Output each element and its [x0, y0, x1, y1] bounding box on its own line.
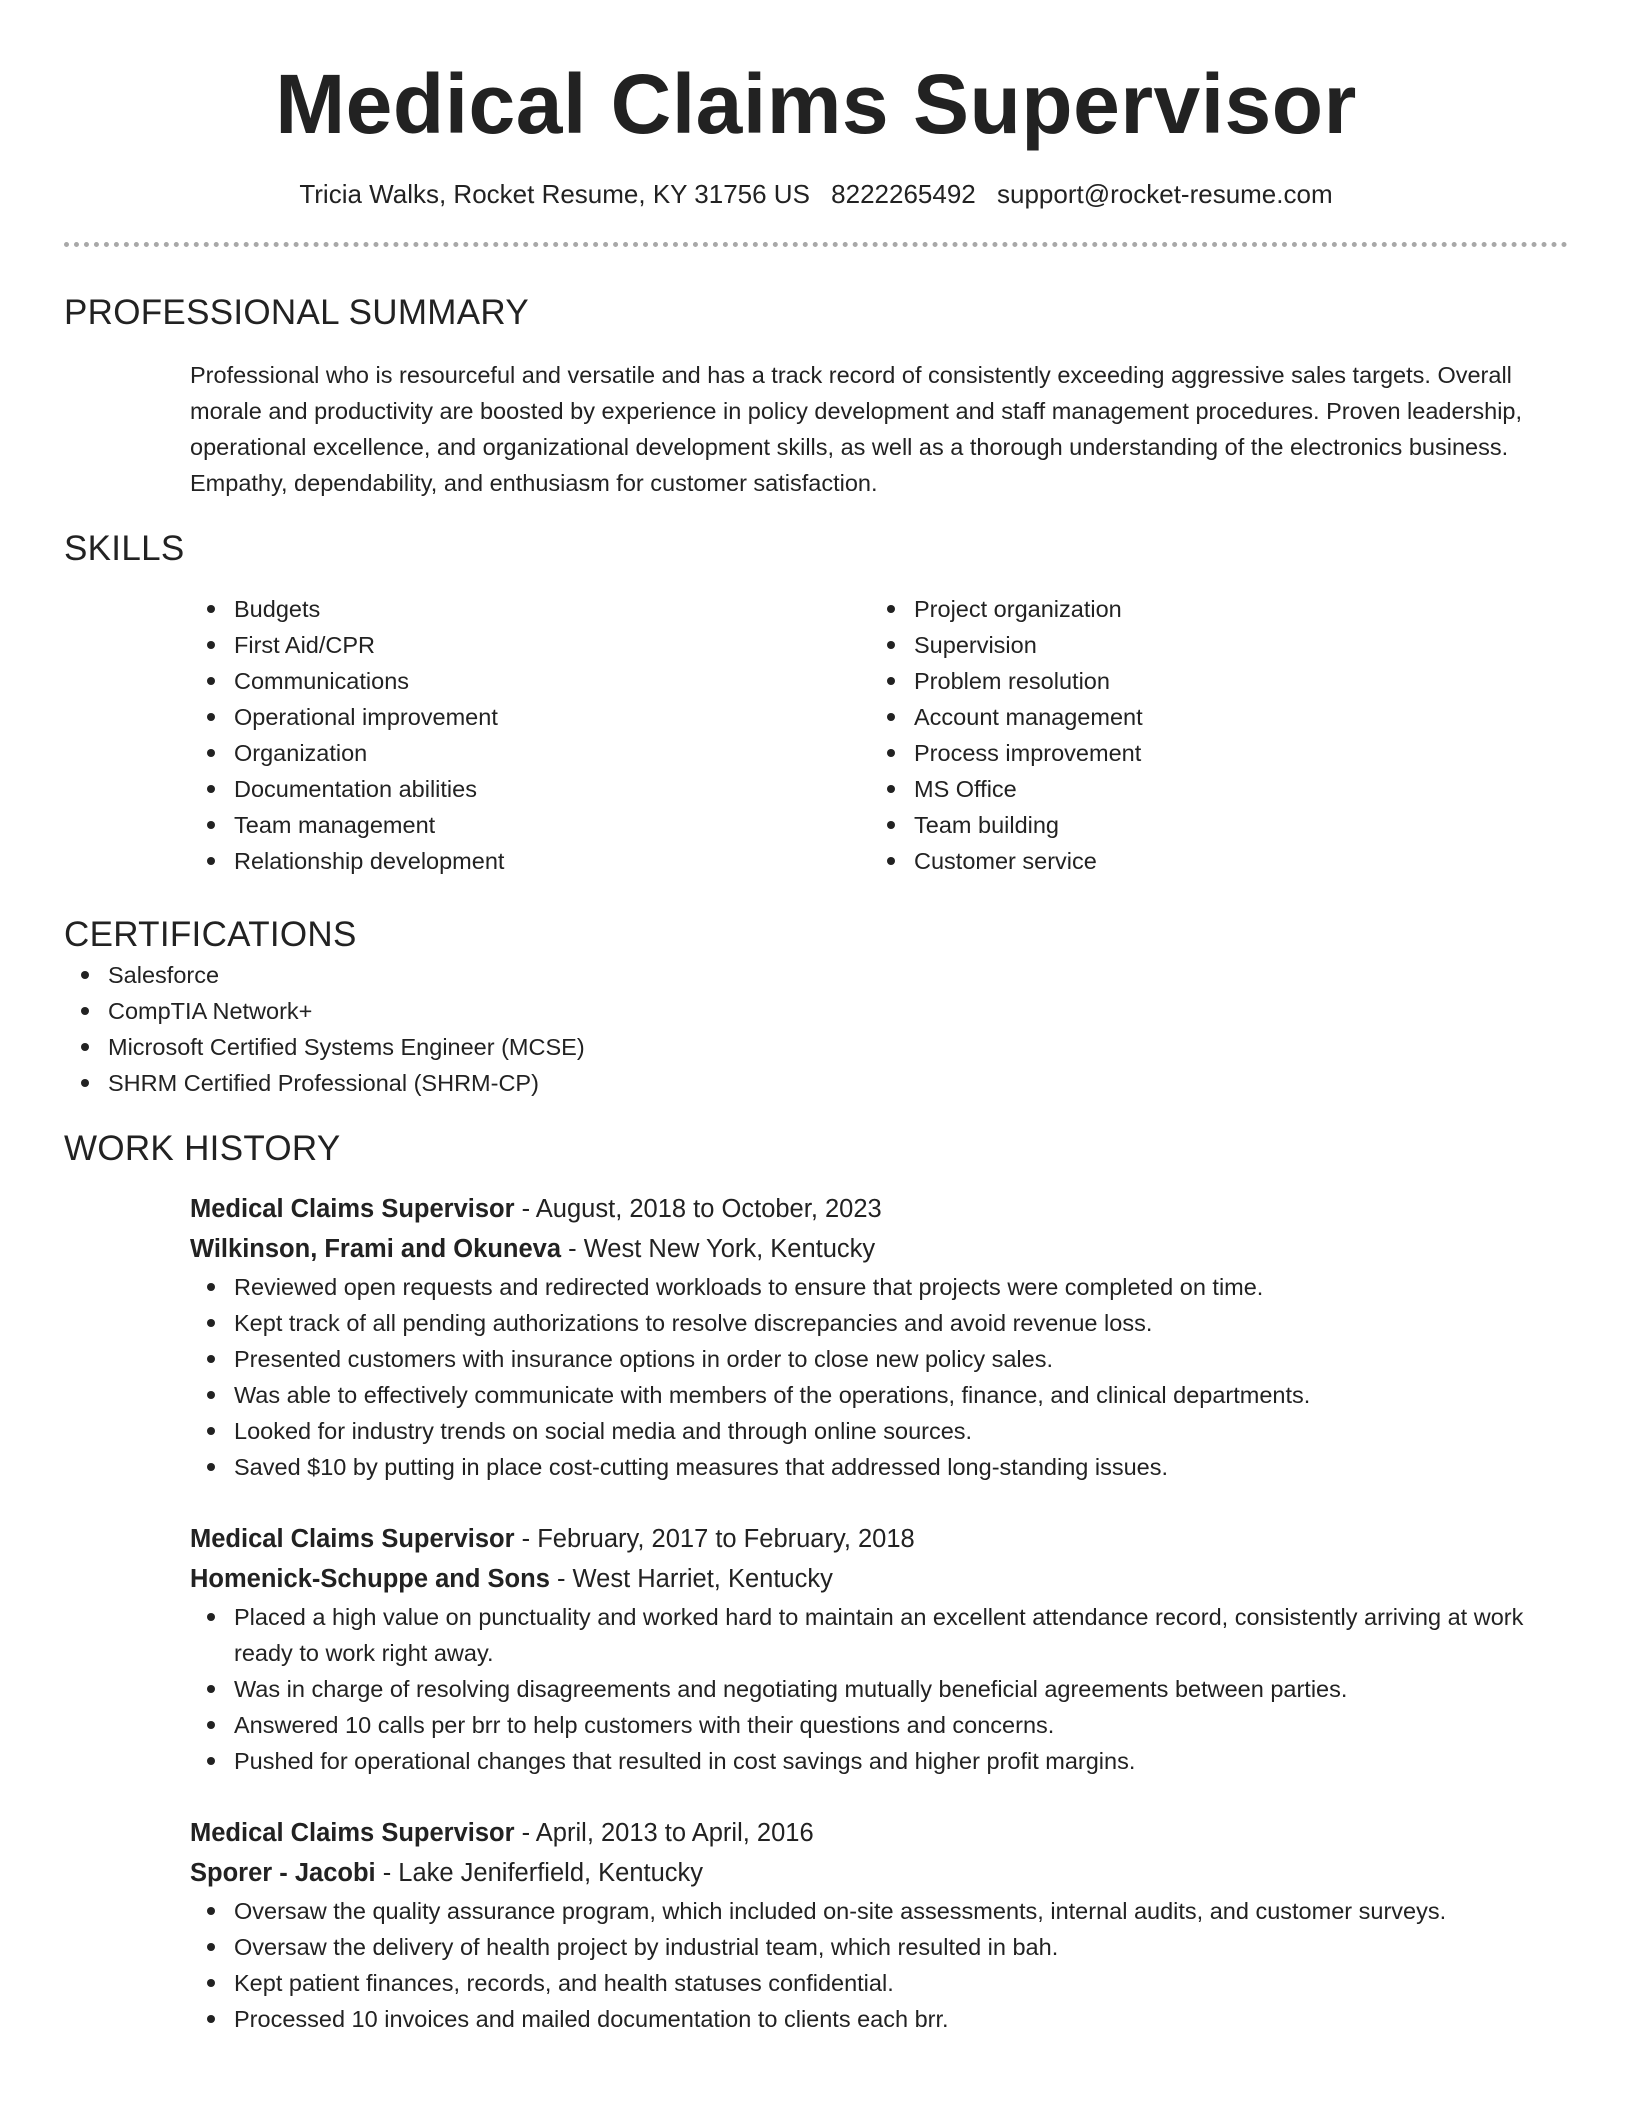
section-title-summary: PROFESSIONAL SUMMARY — [64, 293, 529, 332]
job-bullet-list — [190, 1599, 1568, 1779]
job-company: Homenick-Schuppe and Sons — [190, 1565, 550, 1593]
job-bullet: Was able to effectively communicate with members of the operations, finance, and clinical departments. — [190, 1377, 1568, 1413]
contact-email: support@rocket-resume.com — [997, 179, 1333, 209]
certification-item: SHRM Certified Professional (SHRM-CP) — [64, 1065, 1568, 1101]
skill-item: Supervision — [870, 627, 1550, 663]
job-role-line — [190, 1519, 1568, 1559]
skill-item: Organization — [190, 735, 870, 771]
skill-item: Process improvement — [870, 735, 1550, 771]
skill-item: Team management — [190, 807, 870, 843]
skill-item: Documentation abilities — [190, 771, 870, 807]
skill-item: Project organization — [870, 591, 1550, 627]
skills-column-left — [190, 591, 870, 879]
job-bullet: Placed a high value on punctuality and worked hard to maintain an excellent attendance record, consistently arriving at work ready to work right away. — [190, 1599, 1568, 1671]
job-bullet: Kept track of all pending authorizations to resolve discrepancies and avoid revenue loss. — [190, 1305, 1568, 1341]
job-company: Sporer - Jacobi — [190, 1859, 376, 1887]
skill-item: MS Office — [870, 771, 1550, 807]
job-company-line — [190, 1229, 1568, 1269]
job-bullet: Presented customers with insurance options in order to close new policy sales. — [190, 1341, 1568, 1377]
job-location: - Lake Jeniferfield, Kentucky — [375, 1859, 704, 1887]
job-bullet: Oversaw the delivery of health project by industrial team, which resulted in bah. — [190, 1929, 1568, 1965]
certification-item: Microsoft Certified Systems Engineer (MCSE) — [64, 1029, 1568, 1065]
certification-item: Salesforce — [64, 957, 1568, 993]
skill-item: Team building — [870, 807, 1550, 843]
job-bullet: Kept patient finances, records, and health statuses confidential. — [190, 1965, 1568, 2001]
job-role: Medical Claims Supervisor — [190, 1525, 515, 1553]
job-dates: - February, 2017 to February, 2018 — [514, 1525, 915, 1553]
job-bullet-list — [190, 1269, 1568, 1485]
summary-text: Professional who is resourceful and versatile and has a track record of consistently exceeding aggressive sales targets. Overall morale and productivity are boosted by experience in policy development and staff management procedures. Proven leadership, operational excellence, and organizational development skills, as well as a thorough understanding of the electronics business. Empathy, dependability, and enthusiasm for customer satisfaction. — [190, 362, 1523, 496]
job-role-line — [190, 1189, 1568, 1229]
header-divider — [64, 242, 1568, 247]
job-dates: - August, 2018 to October, 2023 — [514, 1195, 882, 1223]
job-company: Wilkinson, Frami and Okuneva — [190, 1235, 562, 1263]
section-title-skills: SKILLS — [64, 529, 185, 568]
job-location: - West Harriet, Kentucky — [549, 1565, 833, 1593]
job-bullet: Answered 10 calls per brr to help customers with their questions and concerns. — [190, 1707, 1568, 1743]
job-bullet: Oversaw the quality assurance program, which included on-site assessments, internal audits, and customer surveys. — [190, 1893, 1568, 1929]
job-company-line — [190, 1853, 1568, 1893]
contact-phone: 8222265492 — [831, 179, 976, 209]
skill-item: Communications — [190, 663, 870, 699]
certifications-list — [64, 957, 1568, 1101]
job-entry — [190, 1189, 1568, 1485]
section-title-certifications: CERTIFICATIONS — [64, 915, 357, 954]
skill-item: First Aid/CPR — [190, 627, 870, 663]
job-role: Medical Claims Supervisor — [190, 1195, 515, 1223]
skills-column-right — [870, 591, 1550, 879]
certification-item: CompTIA Network+ — [64, 993, 1568, 1029]
skill-item: Account management — [870, 699, 1550, 735]
job-role-line — [190, 1813, 1568, 1853]
job-bullet: Saved $10 by putting in place cost-cutting measures that addressed long-standing issues. — [190, 1449, 1568, 1485]
job-location: - West New York, Kentucky — [561, 1235, 876, 1263]
job-bullet: Looked for industry trends on social media and through online sources. — [190, 1413, 1568, 1449]
job-bullet: Pushed for operational changes that resulted in cost savings and higher profit margins. — [190, 1743, 1568, 1779]
skills-list-right — [870, 591, 1550, 879]
resume-title: Medical Claims Supervisor — [275, 57, 1357, 151]
job-entry — [190, 1813, 1568, 2037]
section-title-work-history: WORK HISTORY — [64, 1129, 341, 1168]
job-bullet: Was in charge of resolving disagreements and negotiating mutually beneficial agreements between parties. — [190, 1671, 1568, 1707]
job-bullet: Processed 10 invoices and mailed documentation to clients each brr. — [190, 2001, 1568, 2037]
job-entry — [190, 1519, 1568, 1779]
skill-item: Customer service — [870, 843, 1550, 879]
job-bullet: Reviewed open requests and redirected workloads to ensure that projects were completed on time. — [190, 1269, 1568, 1305]
skills-list-left — [190, 591, 870, 879]
skills-grid — [190, 591, 1568, 879]
job-bullet-list — [190, 1893, 1568, 2037]
job-dates: - April, 2013 to April, 2016 — [514, 1819, 814, 1847]
contact-address: Tricia Walks, Rocket Resume, KY 31756 US — [299, 179, 810, 209]
skill-item: Operational improvement — [190, 699, 870, 735]
job-role: Medical Claims Supervisor — [190, 1819, 515, 1847]
job-company-line — [190, 1559, 1568, 1599]
skill-item: Problem resolution — [870, 663, 1550, 699]
skill-item: Budgets — [190, 591, 870, 627]
skill-item: Relationship development — [190, 843, 870, 879]
contact-line — [64, 176, 1568, 212]
